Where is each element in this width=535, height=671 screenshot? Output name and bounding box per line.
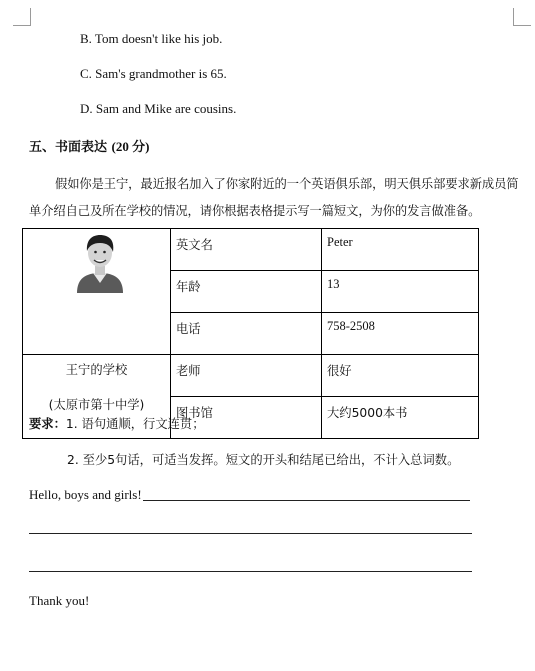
requirements-title: 要求： [29,417,66,431]
requirement-item-1: 1. 语句通顺，行文连贯； [65,417,205,431]
value-teacher: 很好 [322,355,479,397]
value-english-name: Peter [322,229,479,271]
requirement-item-2: 2. 至少5句话，可适当发挥。短文的开头和结尾已给出，不计入总词数。 [67,453,460,467]
writing-prompt: 假如你是王宁，最近报名加入了你家附近的一个英语俱乐部，明天俱乐部要求新成员简单介绍自己及所在学校的情况，请你根据表格提示写一篇短文，为你的发言做准备。 [29,177,519,218]
school-name: (太原市第十中学) [48,398,145,412]
label-teacher: 老师 [171,355,322,397]
page-corner-mark-top-left [13,8,31,26]
page-corner-mark-top-right [513,8,531,26]
requirement-line-1 [29,414,205,432]
answer-line-1[interactable] [143,500,470,501]
student-photo [71,233,129,293]
school-title: 王宁的学校 [65,363,128,377]
label-age: 年龄 [171,271,322,313]
answer-line-2[interactable] [29,533,472,534]
info-table [22,228,479,439]
value-phone: 758-2508 [322,313,479,355]
label-english-name: 英文名 [171,229,322,271]
option-d: D. Sam and Mike are cousins. [80,101,237,116]
table-row [23,229,479,271]
photo-cell [23,229,171,355]
section-points: (20 分) [111,139,150,154]
table-row [23,355,479,397]
label-library: 图书馆 [171,397,322,439]
answer-line-3[interactable] [29,571,472,572]
writing-opening: Hello, boys and girls! [29,487,142,502]
section-heading [29,136,149,155]
value-library: 大约5000本书 [322,397,479,439]
option-b: B. Tom doesn't like his job. [80,31,223,46]
option-c: C. Sam's grandmother is 65. [80,66,227,81]
label-phone: 电话 [171,313,322,355]
value-age: 13 [322,271,479,313]
section-number: 五、书面表达 [29,140,108,155]
writing-closing: Thank you! [29,593,90,608]
